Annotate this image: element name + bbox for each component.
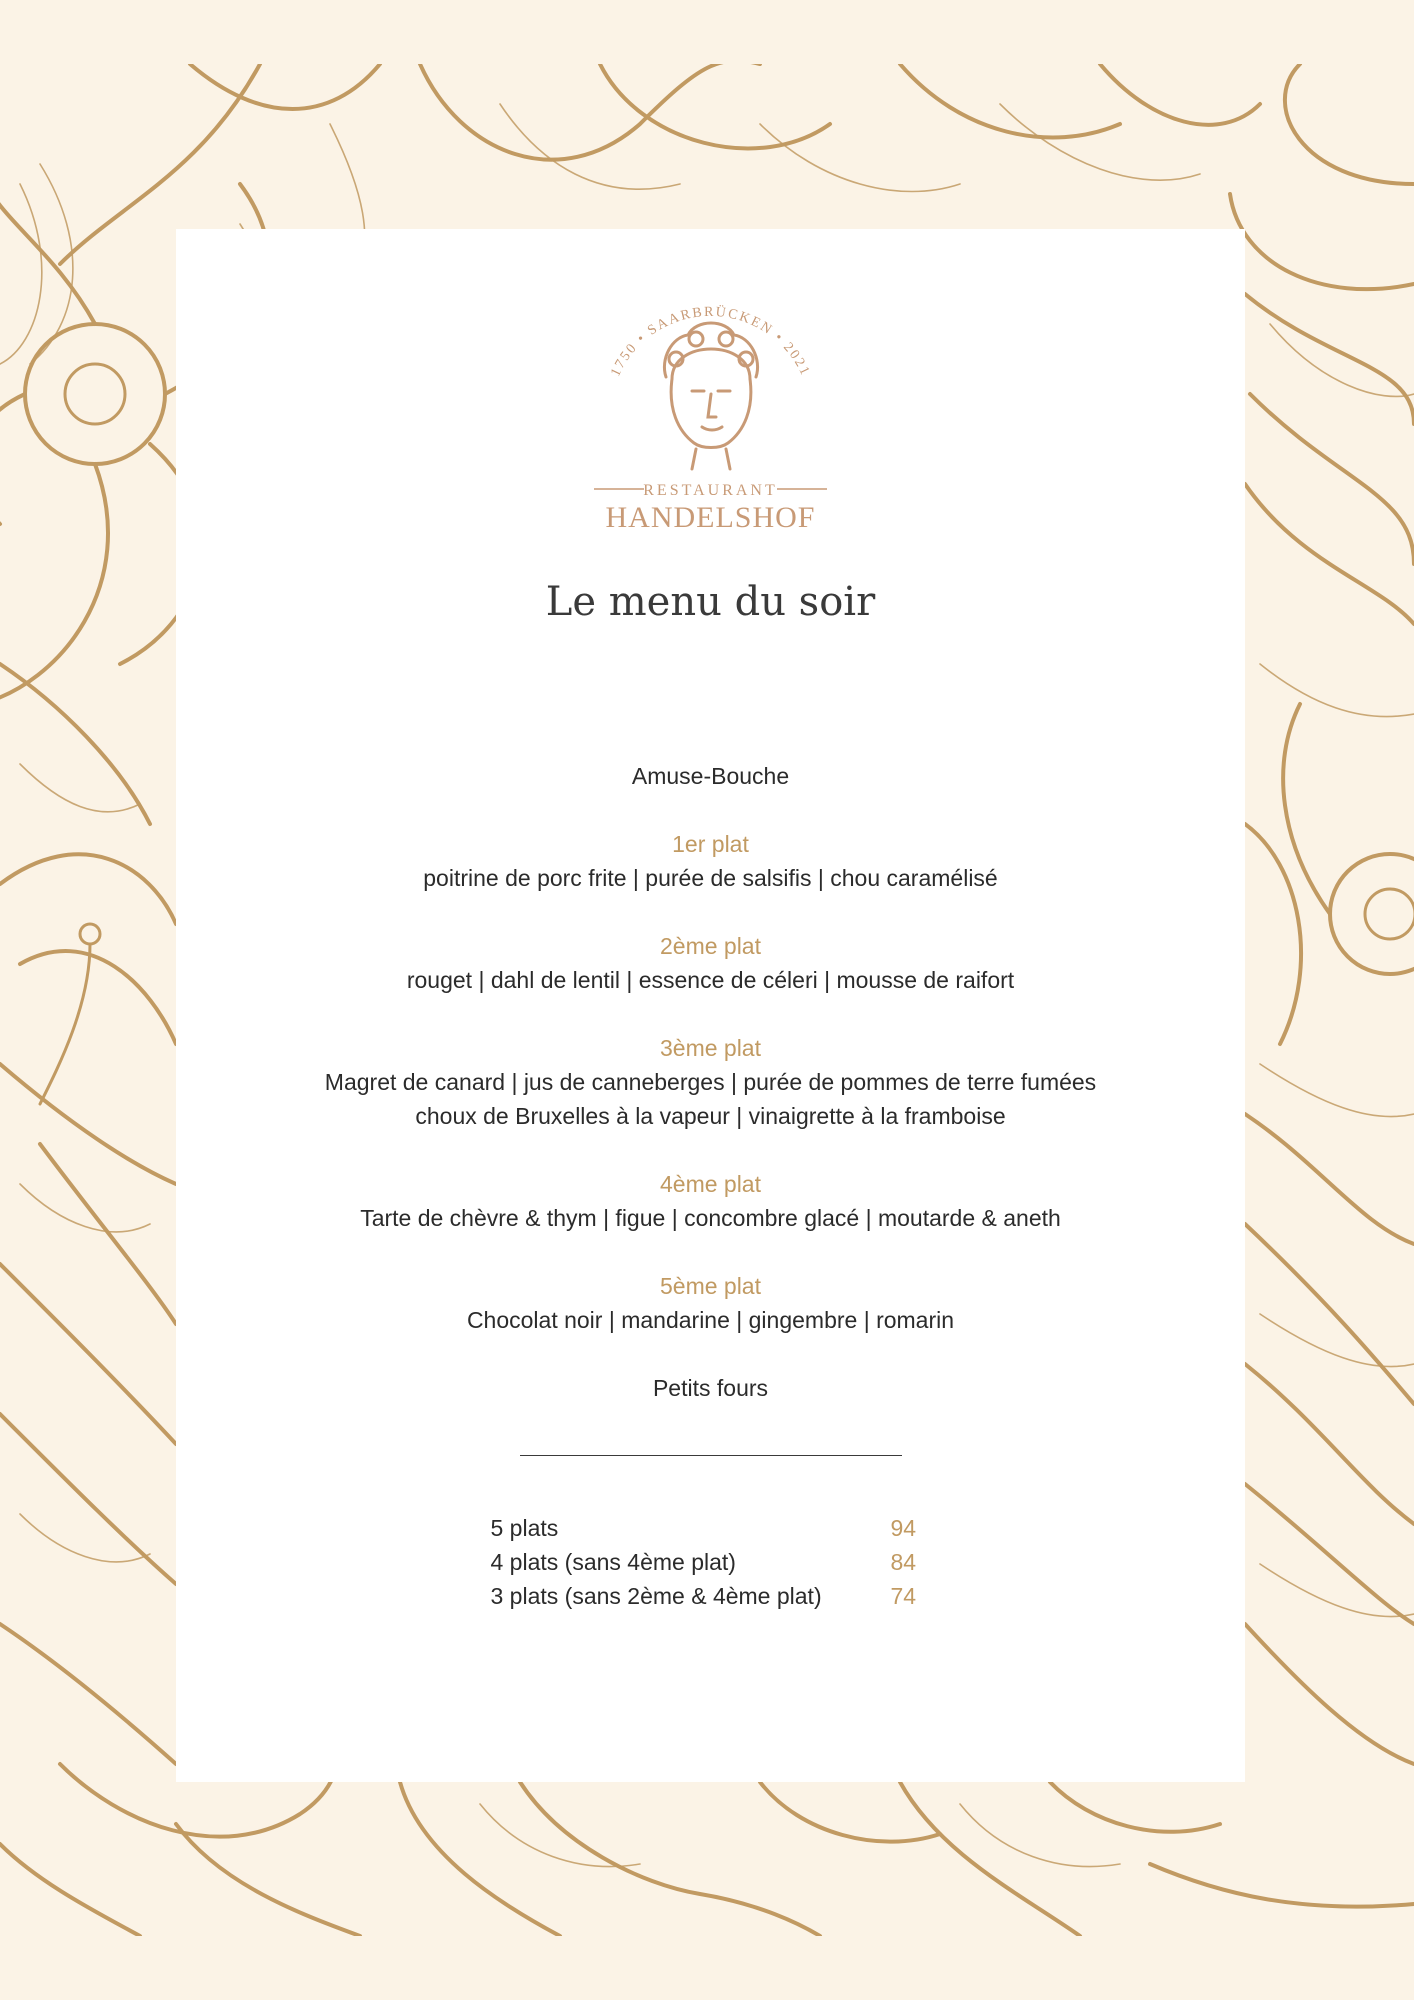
price-label: 3 plats (sans 2ème & 4ème plat): [490, 1583, 822, 1609]
course-title: 5ème plat: [659, 1273, 761, 1299]
divider: [520, 1455, 902, 1456]
price-row: [491, 1579, 931, 1613]
course-description: poitrine de porc frite | purée de salsifis | chou caramélisé: [423, 865, 998, 891]
course-description: Tarte de chèvre & thym | figue | concombre glacé | moutarde & aneth: [360, 1205, 1061, 1231]
svg-text:1750 • SAARBRÜCKEN • 2021: [608, 303, 812, 379]
course-5: [176, 1269, 1245, 1337]
course-1: [176, 827, 1245, 895]
course-description: Chocolat noir | mandarine | gingembre | romarin: [466, 1307, 955, 1333]
menu-body: [176, 759, 1245, 1613]
course-title: 1er plat: [672, 831, 749, 857]
logo-arc-text: 1750 • SAARBRÜCKEN • 2021: [608, 304, 813, 379]
course-title: 4ème plat: [659, 1171, 761, 1197]
course-description: choux de Bruxelles à la vapeur | vinaigrette à la framboise: [415, 1103, 1006, 1129]
petits-fours: Petits fours: [652, 1375, 769, 1401]
menu-title: Le menu du soir: [545, 579, 876, 625]
logo-restaurant-name: HANDELSHOF: [605, 501, 816, 529]
price-label: 5 plats: [490, 1515, 559, 1541]
course-title: 2ème plat: [659, 933, 761, 959]
price-list: [491, 1511, 931, 1613]
course-4: [176, 1167, 1245, 1235]
course-description: Magret de canard | jus de canneberges | purée de pommes de terre fumées: [324, 1069, 1097, 1095]
price-row: [491, 1545, 931, 1579]
price-value: 94: [890, 1515, 917, 1541]
price-value: 84: [890, 1549, 917, 1575]
menu-card: [176, 229, 1245, 1782]
course-3: [176, 1031, 1245, 1133]
amuse-bouche: Amuse-Bouche: [631, 763, 790, 789]
price-value: 74: [890, 1583, 917, 1609]
restaurant-logo: [176, 299, 1245, 529]
price-row: [491, 1511, 931, 1545]
logo-restaurant-label: RESTAURANT: [643, 482, 778, 499]
course-title: 3ème plat: [659, 1035, 761, 1061]
price-label: 4 plats (sans 4ème plat): [490, 1549, 736, 1575]
course-description: rouget | dahl de lentil | essence de céleri | mousse de raifort: [406, 967, 1015, 993]
course-2: [176, 929, 1245, 997]
